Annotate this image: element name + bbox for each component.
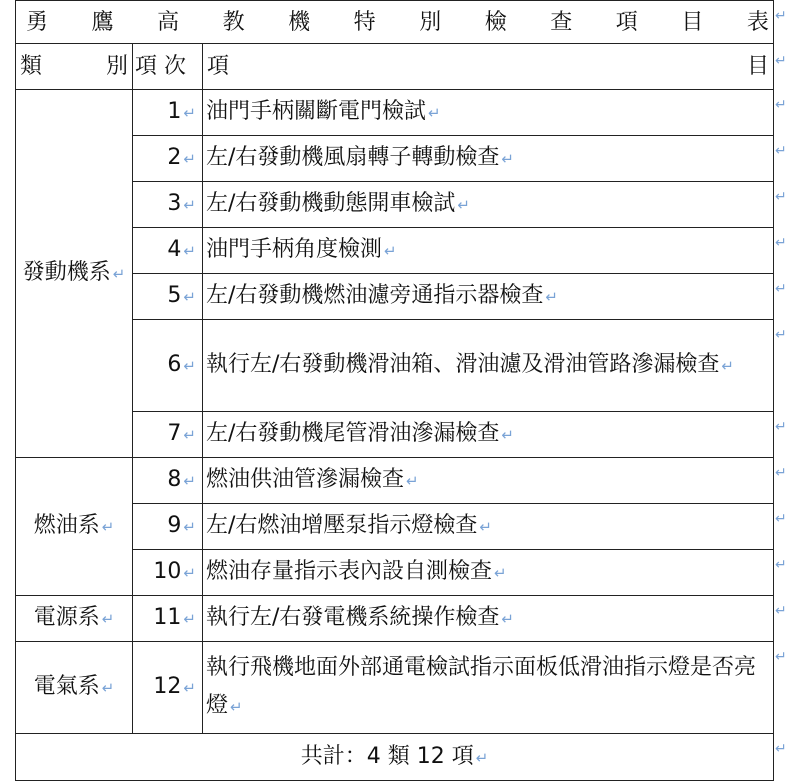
item-text: 燃油存量指示表內設自測檢查 ↵ [203, 550, 774, 596]
title-char: 別 [419, 9, 442, 35]
title-char: 目 [681, 9, 704, 35]
end-of-row-mark: ↵ [775, 235, 787, 251]
end-of-row-mark: ↵ [775, 603, 787, 619]
header-category: 類 別 [16, 44, 133, 90]
item-number: 11 ↵ [133, 596, 203, 642]
end-of-row-mark: ↵ [775, 511, 787, 527]
item-text: 左/右發動機動態開車檢試 ↵ [203, 182, 774, 228]
end-of-row-mark: ↵ [775, 649, 787, 665]
title-char: 表 [746, 9, 769, 35]
table-row [16, 642, 774, 734]
item-text: 左/右發動機燃油濾旁通指示器檢查 ↵ [203, 274, 774, 320]
title-char: 鷹 [91, 9, 114, 35]
item-text: 執行左/右發動機滑油箱、滑油濾及滑油管路滲漏檢查 ↵ [203, 320, 774, 412]
item-number: 4 ↵ [133, 228, 203, 274]
end-of-row-mark: ↵ [775, 557, 787, 573]
title-row [16, 1, 774, 44]
item-number: 7 ↵ [133, 412, 203, 458]
item-number: 12 ↵ [133, 642, 203, 734]
header-row [16, 44, 774, 90]
end-of-row-mark: ↵ [775, 143, 787, 159]
item-number: 8 ↵ [133, 458, 203, 504]
item-text: 燃油供油管滲漏檢查 ↵ [203, 458, 774, 504]
inspection-table [15, 0, 774, 781]
title-char: 機 [288, 9, 311, 35]
item-number: 10 ↵ [133, 550, 203, 596]
end-of-row-mark: ↵ [775, 327, 787, 343]
total-row [16, 734, 774, 781]
table-row [16, 458, 774, 504]
title-char: 項 [615, 9, 638, 35]
table-row [16, 90, 774, 136]
table-title [16, 1, 774, 44]
end-of-row-mark: ↵ [775, 53, 787, 69]
title-char: 教 [222, 9, 245, 35]
item-text: 油門手柄角度檢測 ↵ [203, 228, 774, 274]
table-row [16, 596, 774, 642]
end-of-row-mark: ↵ [775, 465, 787, 481]
title-char: 特 [353, 9, 376, 35]
title-char: 檢 [484, 9, 507, 35]
category-cell: 發動機系 ↵ [16, 90, 133, 458]
item-number: 5 ↵ [133, 274, 203, 320]
end-of-row-mark: ↵ [775, 741, 787, 757]
item-number: 2 ↵ [133, 136, 203, 182]
item-text: 左/右燃油增壓泵指示燈檢查 ↵ [203, 504, 774, 550]
header-item-no: 項 次 [133, 44, 203, 90]
end-of-row-mark: ↵ [775, 97, 787, 113]
item-number: 3 ↵ [133, 182, 203, 228]
category-cell: 燃油系 ↵ [16, 458, 133, 596]
item-text: 執行飛機地面外部通電檢試指示面板低滑油指示燈是否亮燈 ↵ [203, 642, 774, 734]
item-text: 油門手柄關斷電門檢試 ↵ [203, 90, 774, 136]
item-text: 左/右發動機風扇轉子轉動檢查 ↵ [203, 136, 774, 182]
total-cell: 共計：4 類 12 項 ↵ [16, 734, 774, 781]
item-number: 6 ↵ [133, 320, 203, 412]
end-of-row-mark: ↵ [775, 419, 787, 435]
title-char: 查 [550, 9, 573, 35]
category-cell: 電源系 ↵ [16, 596, 133, 642]
title-char: 勇 [26, 9, 49, 35]
title-char: 高 [157, 9, 180, 35]
category-cell: 電氣系 ↵ [16, 642, 133, 734]
end-of-row-mark: ↵ [775, 8, 787, 24]
item-text: 執行左/右發電機系統操作檢查 ↵ [203, 596, 774, 642]
item-number: 1 ↵ [133, 90, 203, 136]
item-number: 9 ↵ [133, 504, 203, 550]
header-item: 項 目 [203, 44, 774, 90]
item-text: 左/右發動機尾管滑油滲漏檢查 ↵ [203, 412, 774, 458]
end-of-row-mark: ↵ [775, 281, 787, 297]
end-of-row-mark: ↵ [775, 189, 787, 205]
